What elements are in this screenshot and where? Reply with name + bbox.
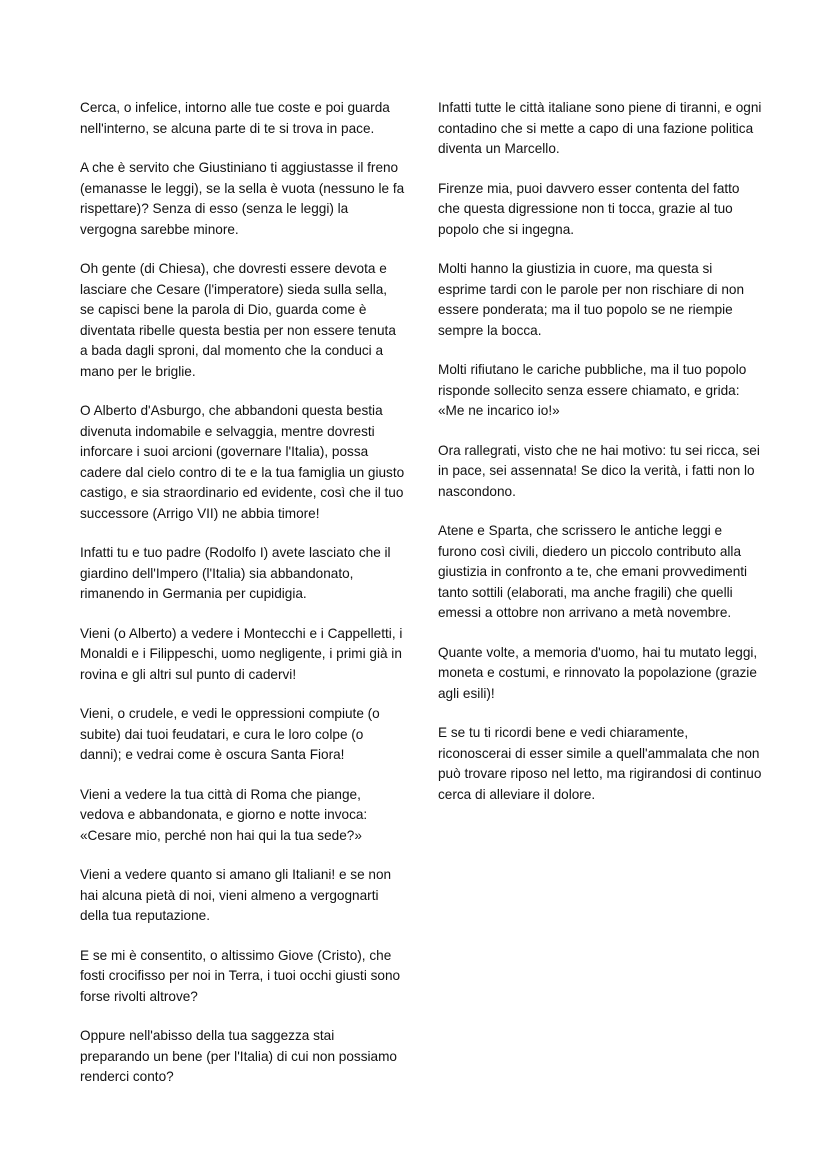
paragraph: Vieni (o Alberto) a vedere i Montecchi e i Cappelletti, i Monaldi e i Filippeschi, uomo negligente, i primi già in rovina e gli altri sul punto di cadervi! [80, 625, 403, 682]
left-column [80, 98, 405, 1107]
paragraph: Cerca, o infelice, intorno alle tue coste e poi guarda nell'interno, se alcuna parte di te si trova in pace. [80, 100, 390, 136]
right-column [438, 98, 763, 824]
paragraph: Molti rifiutano le cariche pubbliche, ma il tuo popolo risponde sollecito senza essere chiamato, e grida: «Me ne incarico io!» [438, 362, 747, 418]
paragraph: E se mi è consentito, o altissimo Giove (Cristo), che fosti crocifisso per noi in Terra, i tuoi occhi giusti sono forse rivolti altrove? [80, 947, 401, 1004]
paragraph: Oh gente (di Chiesa), che dovresti essere devota e lasciare che Cesare (l'imperatore) sieda sulla sella, se capisci bene la parola di Dio, guarda come è diventata ribelle questa bestia per non essere tenuta a bada dagli sproni, dal momento che la conduci a mano per le briglie. [80, 261, 396, 379]
paragraph: Infatti tutte le città italiane sono piene di tiranni, e ogni contadino che si mette a capo di una fazione politica diventa un Marcello. [438, 100, 762, 156]
paragraph: Molti hanno la giustizia in cuore, ma questa si esprime tardi con le parole per non rischiare di non essere ponderata; ma il tuo popolo se ne riempie sempre la bocca. [438, 261, 745, 338]
paragraph: Quante volte, a memoria d'uomo, hai tu mutato leggi, moneta e costumi, e rinnovato la popolazione (grazie agli esili)! [438, 644, 758, 701]
paragraph: Vieni a vedere quanto si amano gli Italiani! e se non hai alcuna pietà di noi, vieni almeno a vergognarti della tua reputazione. [80, 867, 392, 923]
paragraph: O Alberto d'Asburgo, che abbandoni questa bestia divenuta indomabile e selvaggia, mentre dovresti inforcare i suoi arcioni (governare l'Italia), possa cadere dal cielo contro di te e la tua famiglia un giusto castigo, e sia straordinario ed evidente, così che il tuo successore (Arrigo VII) ne abbia timore! [80, 403, 405, 521]
paragraph: Atene e Sparta, che scrissero le antiche leggi e furono così civili, diedero un piccolo contributo alla giustizia in confronto a te, che emani provvedimenti tanto sottili (elaborati, ma anche fragili) che quelli emessi a ottobre non arrivano a metà novembre. [438, 523, 748, 620]
paragraph: Vieni a vedere la tua città di Roma che piange, vedova e abbandonata, e giorno e notte invoca: «Cesare mio, perché non hai qui la tua sede?» [80, 786, 368, 843]
paragraph: A che è servito che Giustiniano ti aggiustasse il freno (emanasse le leggi), se la sella è vuota (nessuno le fa rispettare)? Senza di esso (senza le leggi) la vergogna sarebbe minore. [80, 160, 405, 237]
paragraph: E se tu ti ricordi bene e vedi chiaramente, riconoscerai di esser simile a quell'ammalata che non può trovare riposo nel letto, ma rigirandosi di continuo cerca di alleviare il dolore. [438, 725, 762, 802]
paragraph: Firenze mia, puoi davvero esser contenta del fatto che questa digressione non ti tocca, grazie al tuo popolo che si ingegna. [438, 180, 740, 237]
paragraph: Infatti tu e tuo padre (Rodolfo I) avete lasciato che il giardino dell'Impero (l'Italia) sia abbandonato, rimanendo in Germania per cupidigia. [80, 545, 391, 601]
paragraph: Oppure nell'abisso della tua saggezza stai preparando un bene (per l'Italia) di cui non possiamo renderci conto? [80, 1028, 397, 1084]
paragraph: Ora rallegrati, visto che ne hai motivo: tu sei ricca, sei in pace, sei assennata! Se dico la verità, i fatti non lo nascondono. [438, 442, 760, 499]
paragraph: Vieni, o crudele, e vedi le oppressioni compiute (o subite) dai tuoi feudatari, e cura le loro colpe (o danni); e vedrai come è oscura Santa Fiora! [80, 706, 380, 762]
